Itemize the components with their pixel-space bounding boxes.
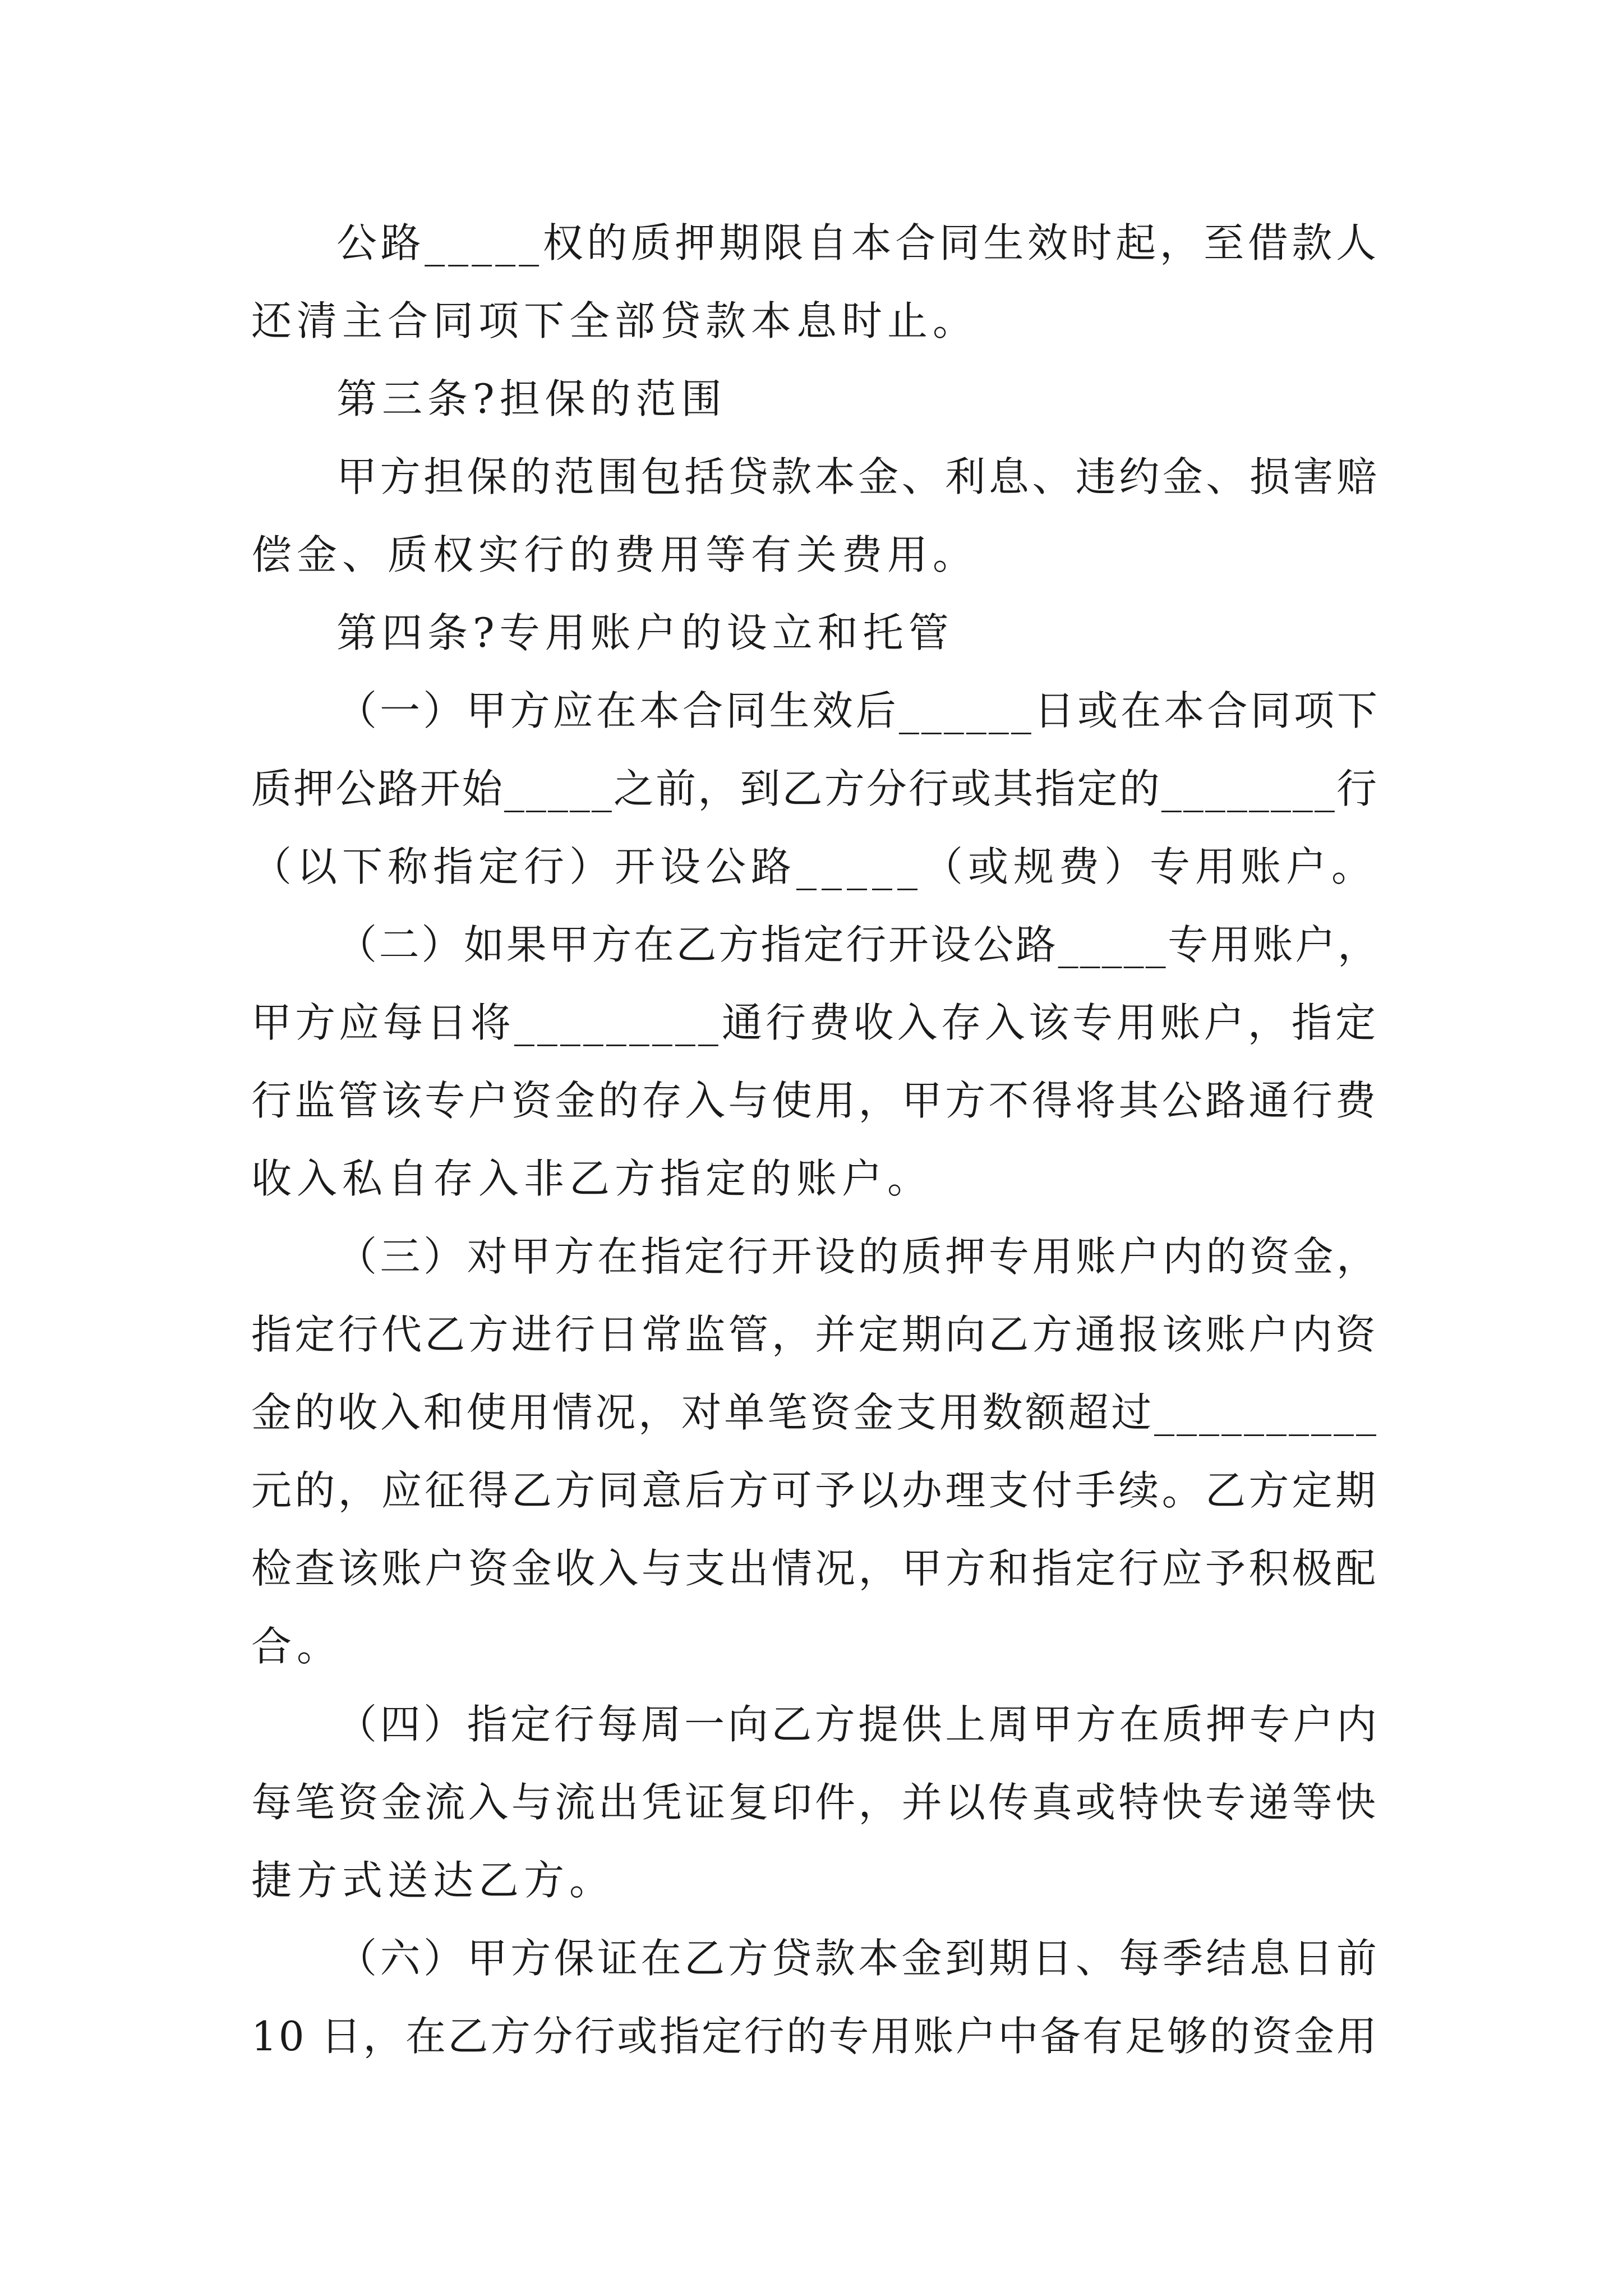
text-line: （二）如果甲方在乙方指定行开设公路_____专用账户， xyxy=(336,921,1380,968)
text-line: 行监管该专户资金的存入与使用，甲方不得将其公路通行费 xyxy=(251,1077,1378,1124)
text-line: 质押公路开始_____之前，到乙方分行或其指定的________行 xyxy=(251,765,1378,812)
text-line: （六）甲方保证在乙方贷款本金到期日、每季结息日前 xyxy=(336,1935,1380,1982)
text-line: 10 日，在乙方分行或指定行的专用账户中备有足够的资金用 xyxy=(251,2013,1378,2060)
text-line: 检查该账户资金收入与支出情况，甲方和指定行应予积极配 xyxy=(251,1545,1378,1592)
text-line: （一）甲方应在本合同生效后______日或在本合同项下 xyxy=(336,687,1380,734)
text-line: 公路_____权的质押期限自本合同生效时起，至借款人 xyxy=(336,219,1380,266)
text-line: 还清主合同项下全部贷款本息时止。 xyxy=(251,297,979,344)
section-heading: 第四条?专用账户的设立和托管 xyxy=(336,609,954,656)
text-line: （三）对甲方在指定行开设的质押专用账户内的资金， xyxy=(336,1233,1380,1280)
text-line: 甲方担保的范围包括贷款本金、利息、违约金、损害赔 xyxy=(336,453,1380,500)
text-line: 元的，应征得乙方同意后方可予以办理支付手续。乙方定期 xyxy=(251,1467,1378,1514)
text-line: 指定行代乙方进行日常监管，并定期向乙方通报该账户内资 xyxy=(251,1311,1378,1358)
text-line: 每笔资金流入与流出凭证复印件，并以传真或特快专递等快 xyxy=(251,1779,1378,1826)
text-line: 合。 xyxy=(251,1623,343,1670)
text-line: 偿金、质权实行的费用等有关费用。 xyxy=(251,531,979,578)
text-line: 捷方式送达乙方。 xyxy=(251,1857,615,1904)
text-line: 金的收入和使用情况，对单笔资金支用数额超过__________ xyxy=(251,1389,1378,1436)
text-line: （四）指定行每周一向乙方提供上周甲方在质押专户内 xyxy=(336,1701,1380,1748)
text-line: 收入私自存入非乙方指定的账户。 xyxy=(251,1155,933,1202)
section-heading: 第三条?担保的范围 xyxy=(336,375,727,422)
text-line: （以下称指定行）开设公路_____（或规费）专用账户。 xyxy=(251,843,1377,890)
text-line: 甲方应每日将_________通行费收入存入该专用账户，指定 xyxy=(251,999,1378,1046)
